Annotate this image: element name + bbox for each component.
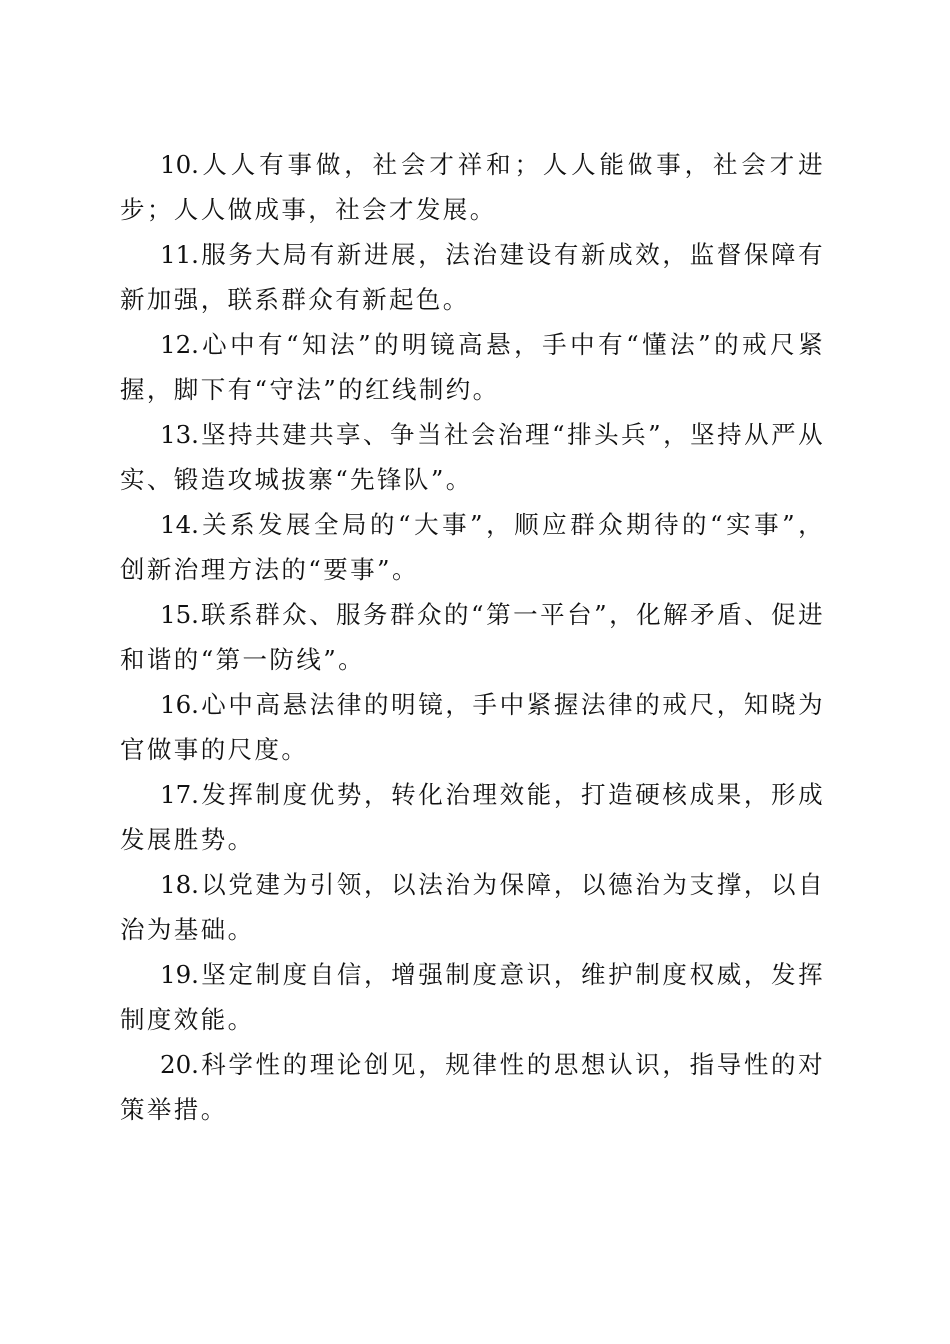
item-number: 12. [160,330,199,359]
item-text: 科学性的理论创见，规律性的思想认识，指导性的对策举措。 [120,1050,825,1124]
list-item [120,232,825,322]
item-text: 坚持共建共享、争当社会治理“排头兵”，坚持从严从实、锻造攻城拔寨“先锋队”。 [120,420,825,494]
item-text: 心中高悬法律的明镜，手中紧握法律的戒尺，知晓为官做事的尺度。 [120,690,825,764]
item-number: 10. [160,150,199,179]
document-body [120,142,825,1132]
list-item [120,142,825,232]
item-text: 心中有“知法”的明镜高悬，手中有“懂法”的戒尺紧握，脚下有“守法”的红线制约。 [120,330,825,404]
item-number: 14. [160,510,199,539]
item-number: 15. [160,600,199,629]
item-text: 发挥制度优势，转化治理效能，打造硬核成果，形成发展胜势。 [120,780,825,854]
item-text: 服务大局有新进展，法治建设有新成效，监督保障有新加强，联系群众有新起色。 [120,240,825,314]
list-item [120,412,825,502]
item-number: 19. [160,960,199,989]
list-item [120,322,825,412]
item-number: 18. [160,870,199,899]
item-text: 联系群众、服务群众的“第一平台”，化解矛盾、促进和谐的“第一防线”。 [120,600,825,674]
list-item [120,772,825,862]
item-text: 坚定制度自信，增强制度意识，维护制度权威，发挥制度效能。 [120,960,825,1034]
list-item [120,862,825,952]
item-number: 17. [160,780,199,809]
item-text: 关系发展全局的“大事”，顺应群众期待的“实事”，创新治理方法的“要事”。 [120,510,825,584]
list-item [120,952,825,1042]
item-text: 以党建为引领，以法治为保障，以德治为支撑，以自治为基础。 [120,870,825,944]
item-number: 20. [160,1050,199,1079]
list-item [120,502,825,592]
item-number: 16. [160,690,199,719]
item-text: 人人有事做，社会才祥和；人人能做事，社会才进步；人人做成事，社会才发展。 [120,150,825,224]
item-number: 13. [160,420,199,449]
list-item [120,592,825,682]
list-item [120,1042,825,1132]
list-item [120,682,825,772]
item-number: 11. [160,240,199,269]
